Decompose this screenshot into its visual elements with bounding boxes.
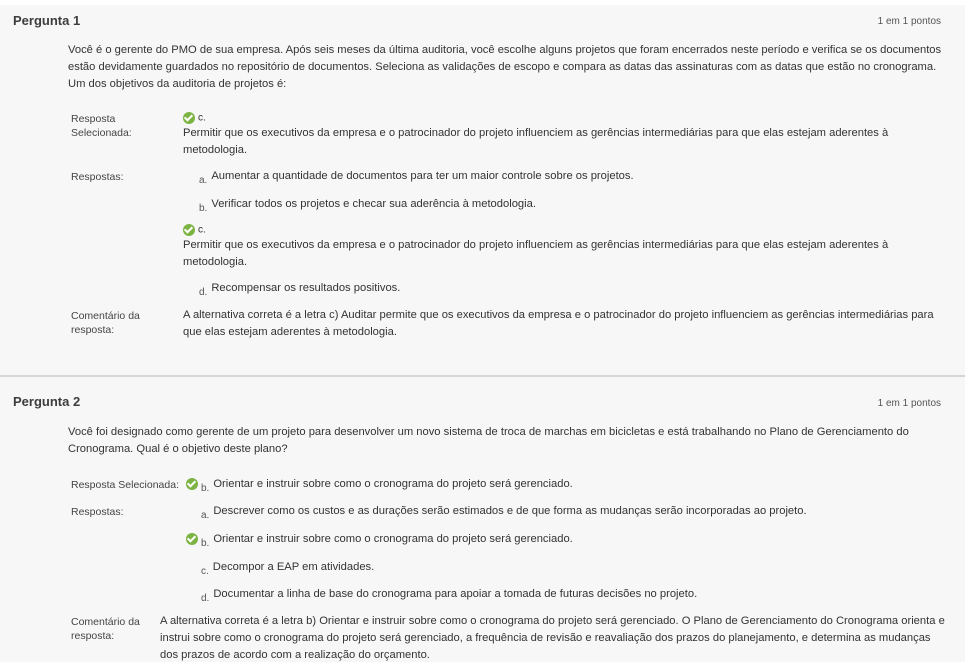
question-points: 1 em 1 pontos (877, 16, 941, 27)
option-d (201, 588, 698, 604)
option-a (199, 170, 634, 186)
question-1-panel (0, 5, 965, 375)
selected-answer (186, 478, 573, 494)
option-letter: b. (201, 483, 210, 494)
selected-answer-label: Resposta Selecionada: (71, 113, 132, 139)
option-text: Verificar todos os projetos e checar sua aderência à metodologia. (211, 198, 536, 210)
option-d (199, 282, 401, 298)
option-text: Aumentar a quantidade de documentos para ter um maior controle sobre os projetos. (211, 170, 634, 182)
comment-text: A alternativa correta é a letra b) Orientar e instruir sobre como o cronograma do projeto será gerenciado. O Plano de Gerenciamento do Cronograma orienta e instrui sobre como o cronograma do projeto será gerenciado, a frequência de revisão e reavaliação dos prazos do planejamento, e determina as mudanças dos prazos de acordo com a realização do orçamento. (160, 615, 945, 661)
selected-answer (183, 112, 953, 159)
option-a (201, 505, 807, 521)
check-circle-icon (186, 533, 198, 545)
option-c (201, 561, 375, 577)
question-text: Você foi designado como gerente de um projeto para desenvolver um novo sistema de troca de marchas em bicicletas e está trabalhando no Plano de Gerenciamento do Cronograma. Qual é o objetivo deste plano? (68, 426, 909, 455)
question-text: Você é o gerente do PMO de sua empresa. Após seis meses da última auditoria, você escolhe alguns projetos que foram encerrados neste período e verifica se os documentos estão devidamente guardados no repositório de documentos. Seleciona as validações de escopo e compara as datas das assinaturas com as datas que estão no cronograma. Um dos objetivos da auditoria de projetos é: (68, 44, 942, 90)
option-b (199, 198, 536, 214)
option-text: Orientar e instruir sobre como o cronograma do projeto será gerenciado. (213, 533, 573, 545)
selected-answer-text: Orientar e instruir sobre como o cronograma do projeto será gerenciado. (213, 478, 573, 490)
comment-text: A alternativa correta é a letra c) Auditar permite que os executivos da empresa e o patrocinador do projeto influenciem as gerências intermediárias para que elas estejam aderentes à metodologia. (183, 309, 934, 338)
check-circle-icon (183, 224, 195, 236)
comment-label: Comentário da resposta: (71, 616, 140, 642)
option-letter: b. (199, 203, 208, 214)
question-points: 1 em 1 pontos (877, 398, 941, 409)
option-letter: c. (198, 112, 206, 124)
answers-label: Respostas: (71, 506, 124, 518)
option-b (186, 533, 573, 549)
check-circle-icon (183, 112, 195, 124)
comment-label: Comentário da resposta: (71, 310, 140, 336)
selected-answer-label: Resposta Selecionada: (71, 479, 179, 491)
question-title: Pergunta 1 (13, 13, 81, 28)
option-text: Recompensar os resultados positivos. (211, 282, 401, 294)
option-letter: d. (199, 287, 208, 298)
option-letter: a. (199, 175, 208, 186)
option-text: Descrever como os custos e as durações serão estimados e de que forma as mudanças serão incorporadas ao projeto. (213, 505, 807, 517)
question-title: Pergunta 2 (13, 394, 81, 409)
option-letter: d. (201, 593, 210, 604)
option-text: Permitir que os executivos da empresa e o patrocinador do projeto influenciem as gerências intermediárias para que elas estejam aderentes à metodologia. (183, 238, 889, 268)
option-letter: c. (201, 566, 209, 577)
option-letter: c. (198, 224, 206, 236)
check-circle-icon (186, 478, 198, 490)
option-text: Documentar a linha de base do cronograma para apoiar a tomada de futuras decisões no projeto. (213, 588, 698, 600)
option-text: Decompor a EAP em atividades. (212, 561, 375, 573)
question-2-panel (0, 377, 965, 662)
selected-answer-text: Permitir que os executivos da empresa e o patrocinador do projeto influenciem as gerências intermediárias para que elas estejam aderentes à metodologia. (183, 126, 889, 156)
option-c (183, 224, 953, 271)
option-letter: a. (201, 510, 210, 521)
answers-label: Respostas: (71, 171, 124, 183)
option-letter: b. (201, 538, 210, 549)
